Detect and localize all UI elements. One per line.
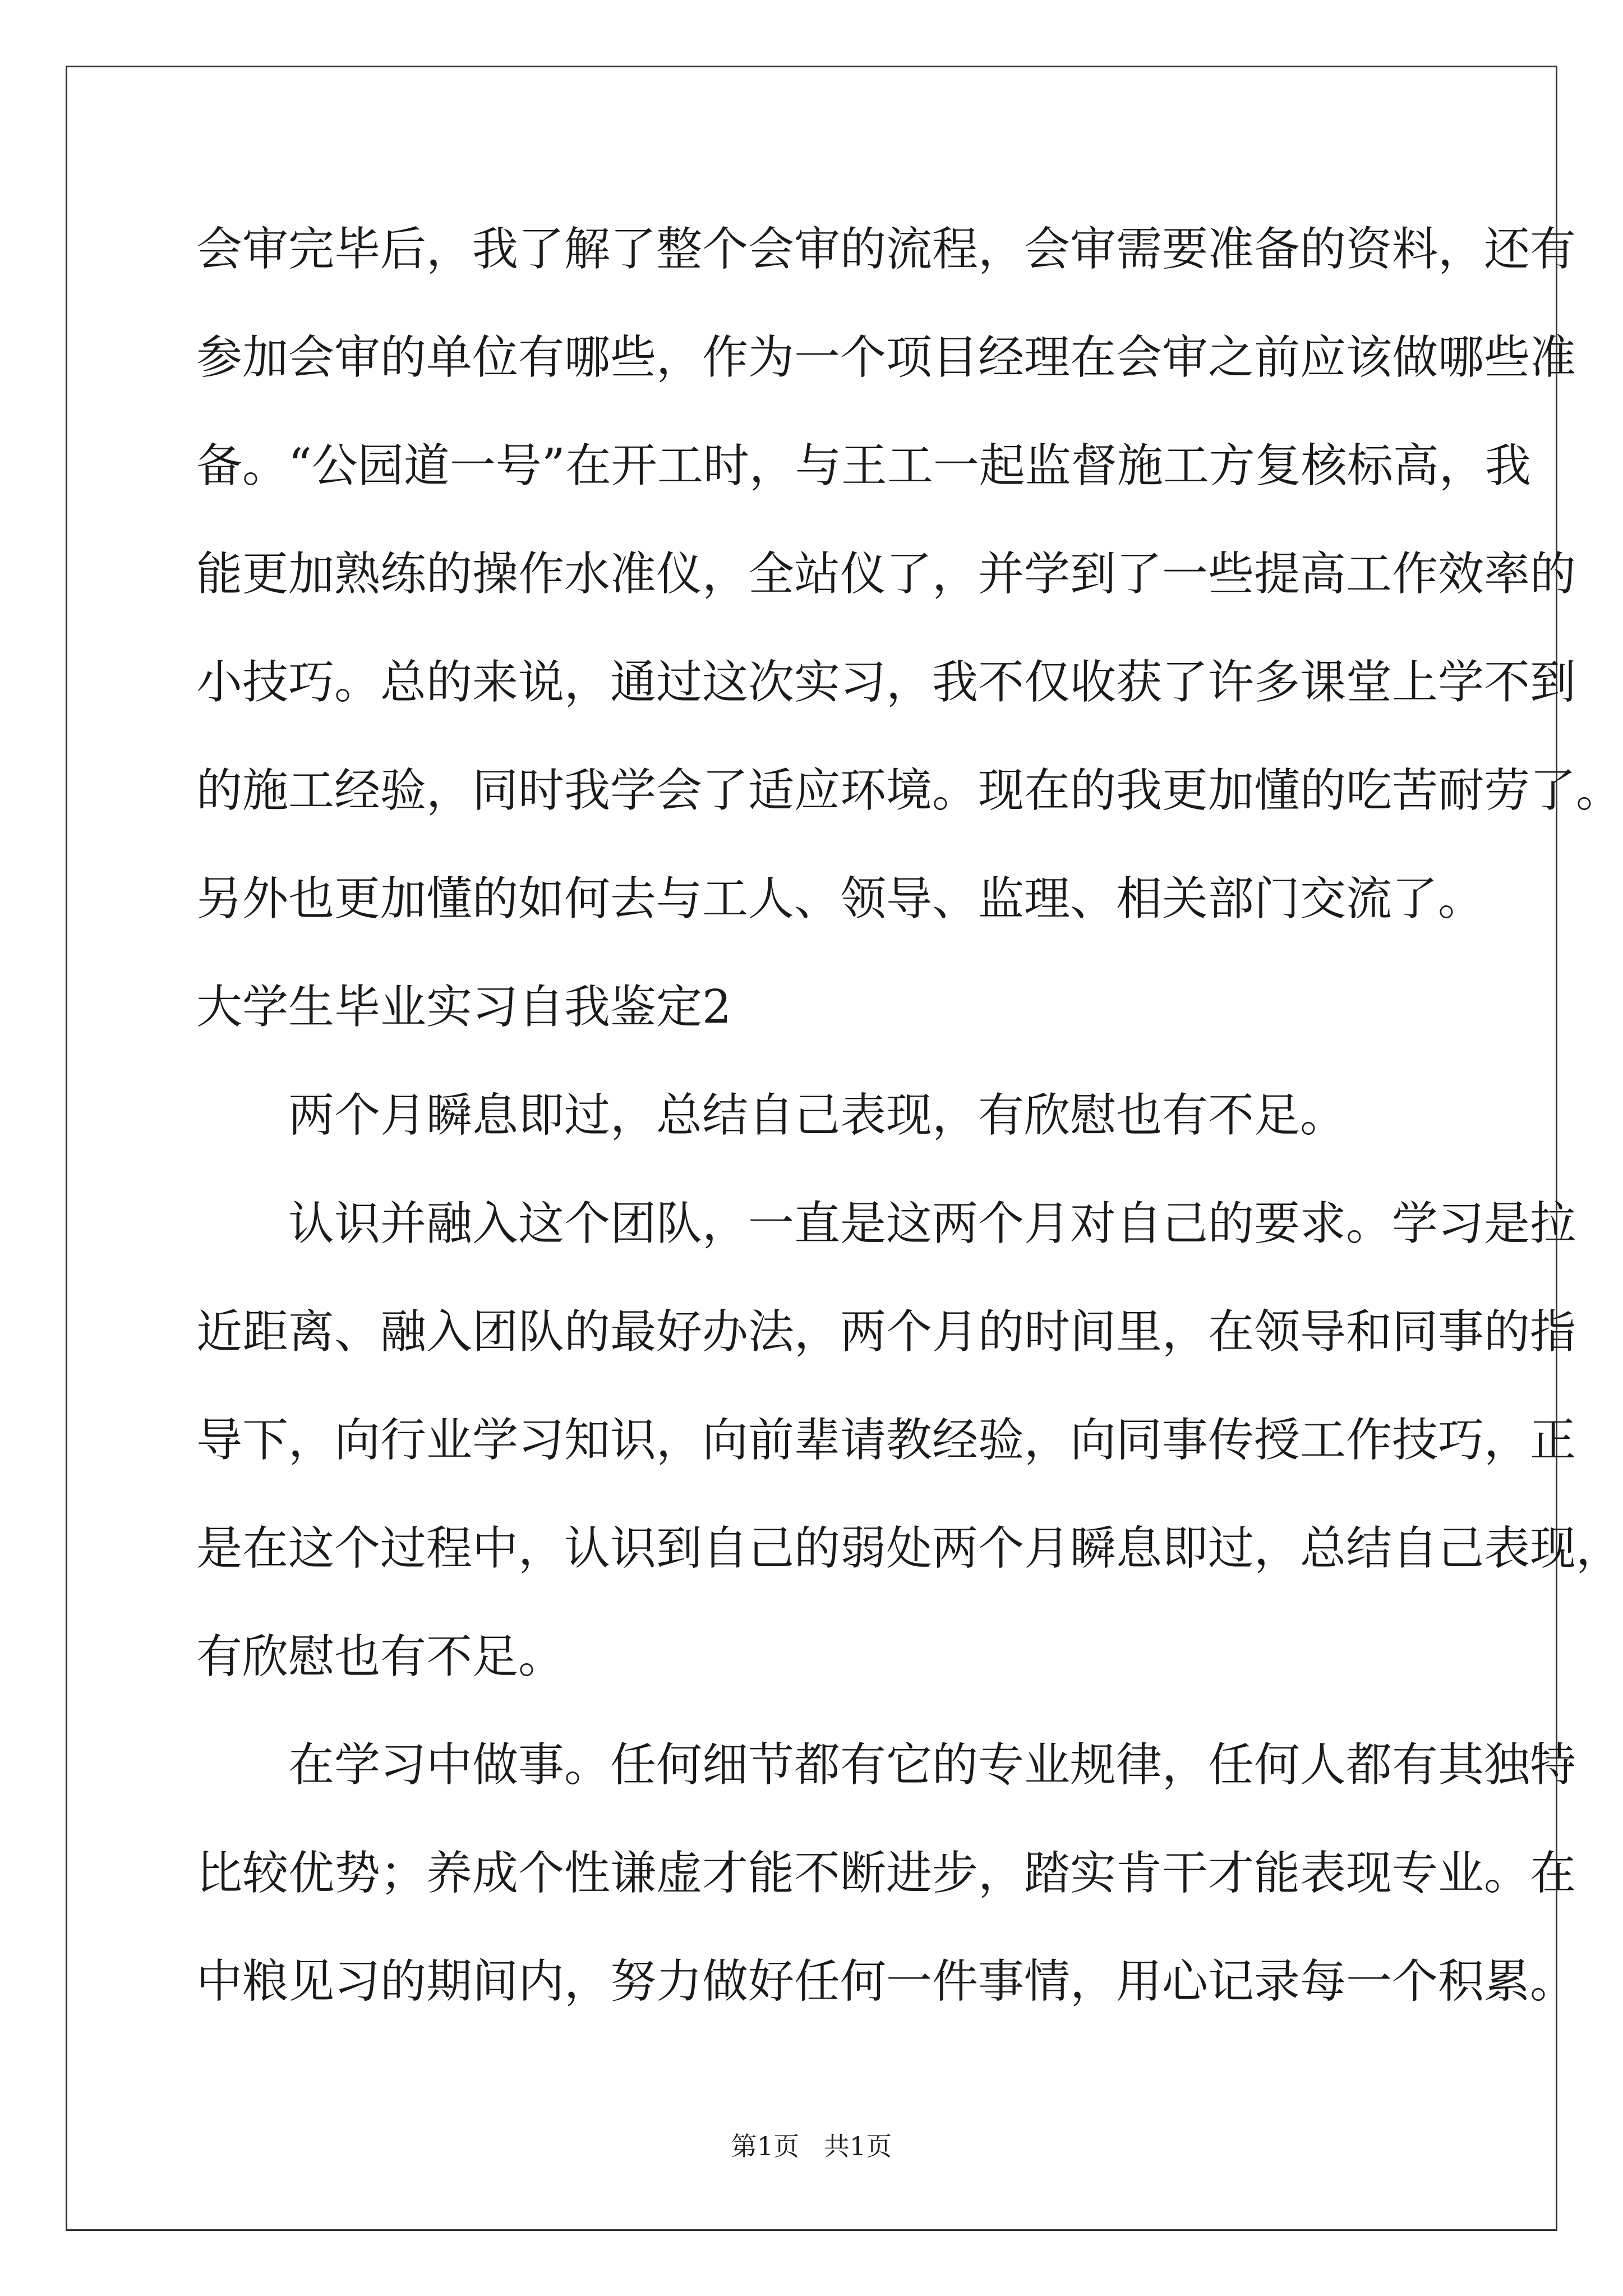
text-line: 比较优势；养成个性谦虚才能不断进步，踏实肯干才能表现专业。在 (196, 1847, 1576, 1900)
text-line: 中粮见习的期间内，努力做好任何一件事情，用心记录每一个积累。 (196, 1955, 1576, 2008)
text-line: 另外也更加懂的如何去与工人、领导、监理、相关部门交流了。 (196, 872, 1484, 926)
text-line: 小技巧。总的来说，通过这次实习，我不仅收获了许多课堂上学不到 (196, 656, 1576, 709)
document-body (196, 195, 1622, 2036)
text-line: 认识并融入这个团队，一直是这两个月对自己的要求。学习是拉 (288, 1197, 1576, 1250)
text-line: 两个月瞬息即过，总结自己表现，有欣慰也有不足。 (288, 1089, 1347, 1142)
text-line: 能更加熟练的操作水准仪，全站仪了，并学到了一些提高工作效率的 (196, 547, 1576, 601)
text-line: 导下，向行业学习知识，向前辈请教经验，向同事传授工作技巧，正 (196, 1414, 1576, 1467)
text-line: 近距离、融入团队的最好办法，两个月的时间里，在领导和同事的指 (196, 1305, 1576, 1359)
text-line: 有欣慰也有不足。 (196, 1630, 565, 1683)
text-line: 会审完毕后，我了解了整个会审的流程，会审需要准备的资料，还有 (196, 223, 1576, 276)
page-number-footer: 第1页 共1页 (731, 2131, 892, 2161)
text-line: 的施工经验，同时我学会了适应环境。现在的我更加懂的吃苦耐劳了。 (196, 764, 1622, 817)
text-line: 在学习中做事。任何细节都有它的专业规律，任何人都有其独特 (288, 1738, 1576, 1792)
section-heading: 大学生毕业实习自我鉴定2 (196, 981, 732, 1034)
text-line: 备。“公园道一号”在开工时，与王工一起监督施工方复核标高，我 (196, 439, 1531, 493)
text-line: 参加会审的单位有哪些，作为一个项目经理在会审之前应该做哪些准 (196, 331, 1576, 384)
text-line: 是在这个过程中，认识到自己的弱处两个月瞬息即过，总结自己表现， (196, 1522, 1622, 1575)
